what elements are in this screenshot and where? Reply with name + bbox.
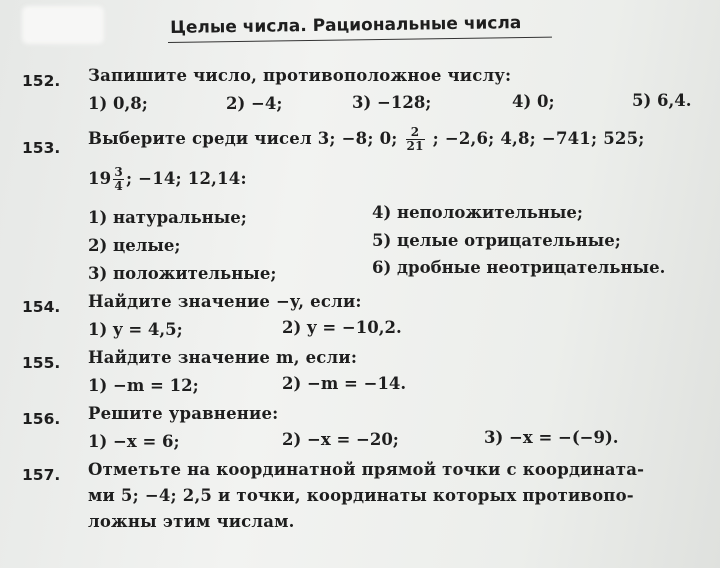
problem-156-option-1: 1) −x = 6; bbox=[88, 432, 180, 451]
problem-152-text: Запишите число, противоположное числу: bbox=[88, 66, 512, 85]
problem-157-line-3: ложны этим числам. bbox=[88, 512, 295, 531]
fraction-denominator: 21 bbox=[406, 139, 424, 153]
problem-157-line-1: Отметьте на координатной прямой точки с координата- bbox=[88, 460, 645, 479]
fraction-numerator: 2 bbox=[406, 126, 425, 140]
problem-157-number: 157. bbox=[22, 466, 61, 484]
problem-154-option-1: 1) y = 4,5; bbox=[88, 320, 183, 339]
problem-152-option-2: 2) −4; bbox=[226, 94, 283, 113]
problem-152-option-3: 3) −128; bbox=[352, 93, 432, 112]
problem-152-number: 152. bbox=[22, 72, 61, 90]
problem-156-number: 156. bbox=[22, 410, 61, 428]
problem-153-text-a: Выберите среди чисел 3; −8; 0; bbox=[88, 129, 398, 148]
problem-156-option-3: 3) −x = −(−9). bbox=[484, 428, 619, 447]
mixed-denominator: 4 bbox=[114, 179, 123, 193]
page-smudge bbox=[22, 6, 104, 44]
problem-152-option-1: 1) 0,8; bbox=[88, 94, 148, 113]
problem-153-option-5: 5) целые отрицательные; bbox=[372, 231, 621, 250]
problem-153-text-line1 bbox=[88, 126, 645, 153]
problem-153-option-6: 6) дробные неотрицательные. bbox=[372, 258, 666, 277]
problem-153-text-line2 bbox=[88, 166, 247, 193]
mixed-numerator: 3 bbox=[114, 165, 123, 179]
problem-155-text: Найдите значение m, если: bbox=[88, 348, 358, 367]
problem-153-text-b: ; −2,6; 4,8; −741; 525; bbox=[432, 129, 645, 148]
mixed-number-whole: 19 bbox=[88, 169, 112, 188]
problem-157-line-2: ми 5; −4; 2,5 и точки, координаты которых противопо- bbox=[88, 486, 634, 505]
problem-154-option-2: 2) y = −10,2. bbox=[282, 318, 402, 337]
page-title: Целые числа. Рациональные числа bbox=[170, 13, 522, 38]
problem-152-option-4: 4) 0; bbox=[512, 92, 555, 111]
problem-153-option-3: 3) положительные; bbox=[88, 264, 277, 283]
title-underline bbox=[168, 37, 552, 43]
problem-155-number: 155. bbox=[22, 354, 61, 372]
fraction-2-21 bbox=[406, 126, 425, 153]
problem-155-option-2: 2) −m = −14. bbox=[282, 374, 407, 393]
problem-153-option-1: 1) натуральные; bbox=[88, 208, 247, 227]
mixed-number-fraction bbox=[113, 166, 124, 193]
problem-153-option-4: 4) неположительные; bbox=[372, 203, 583, 222]
problem-154-text: Найдите значение −y, если: bbox=[88, 292, 362, 311]
problem-155-option-1: 1) −m = 12; bbox=[88, 376, 199, 395]
problem-153-option-2: 2) целые; bbox=[88, 236, 181, 255]
problem-153-text-c: ; −14; 12,14: bbox=[125, 169, 247, 188]
problem-153-number: 153. bbox=[22, 139, 61, 157]
problem-152-option-5: 5) 6,4. bbox=[632, 91, 692, 110]
problem-156-option-2: 2) −x = −20; bbox=[282, 430, 399, 449]
problem-156-text: Решите уравнение: bbox=[88, 404, 279, 423]
problem-154-number: 154. bbox=[22, 298, 61, 316]
